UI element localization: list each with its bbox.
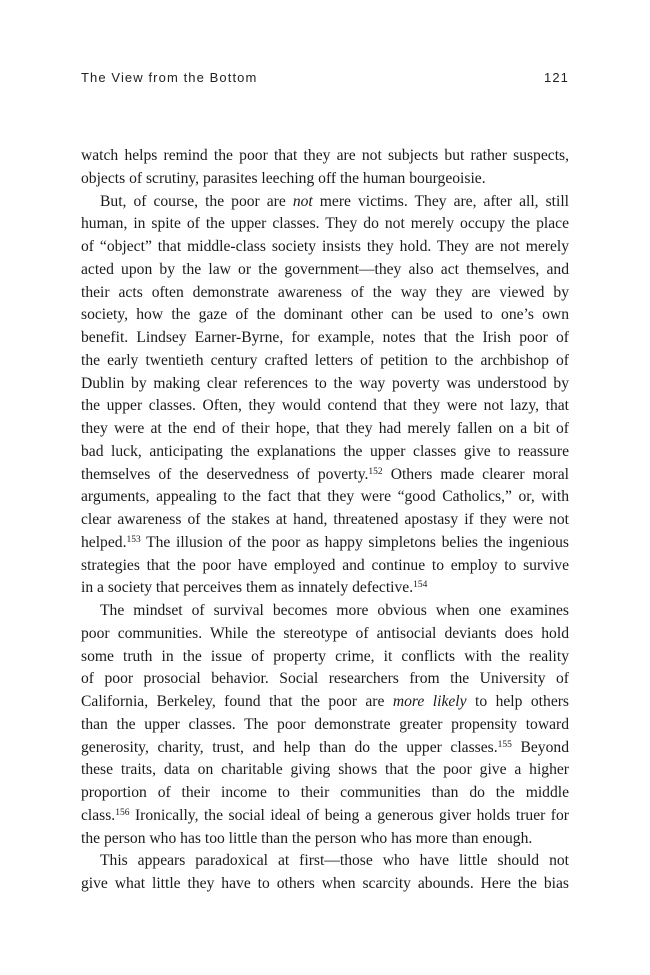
text-segment: the early twentieth century crafted letters of petition to the archbishop of: [81, 351, 569, 369]
footnote-marker: 156: [115, 807, 130, 818]
text-line: [81, 486, 569, 509]
body-text: [81, 145, 569, 896]
text-segment: This appears paradoxical at first—those who have little should not: [100, 852, 569, 870]
text-segment: of “object” that middle-class society insists they hold. They are not merely: [81, 238, 569, 255]
text-line: [81, 191, 569, 214]
text-line: [81, 373, 569, 396]
text-segment: in a society that perceives them as innately defective.: [81, 579, 414, 597]
text-line: [81, 623, 569, 646]
text-line: [81, 737, 569, 760]
text-line: [81, 464, 569, 487]
text-segment: But, of course, the poor are: [100, 192, 293, 210]
text-line: [81, 691, 569, 714]
text-line: [81, 168, 569, 191]
text-segment: The mindset of survival becomes more obvious when one examines: [100, 602, 569, 619]
text-segment: than the upper classes. The poor demonstrate greater propensity toward: [81, 715, 569, 733]
text-line: [81, 441, 569, 464]
text-line: [81, 668, 569, 691]
emphasis: not: [292, 192, 313, 210]
text-line: [81, 850, 569, 873]
text-segment: proportion of their income to their communities than do the middle: [81, 784, 569, 801]
text-line: [81, 828, 569, 851]
text-line: [81, 873, 569, 896]
text-line: [81, 600, 569, 623]
running-head-title: The View from the Bottom: [81, 70, 258, 85]
text-segment: benefit. Lindsey Earner-Byrne, for example, notes that the Irish poor of: [81, 329, 569, 346]
text-segment: generosity, charity, trust, and help than do the upper classes.: [81, 738, 498, 756]
text-segment: their acts often demonstrate awareness of the way they are viewed by: [81, 283, 569, 301]
text-line: [81, 532, 569, 555]
text-segment: objects of scrutiny, parasites leeching off the human bourgeoisie.: [81, 169, 486, 187]
text-segment: California, Berkeley, found that the poor are: [81, 693, 393, 710]
text-line: [81, 350, 569, 373]
footnote-marker: 154: [413, 580, 428, 591]
text-segment: Others made clearer moral: [382, 465, 569, 483]
text-segment: helped.: [81, 533, 127, 551]
text-line: [81, 282, 569, 305]
emphasis: more likely: [392, 693, 467, 710]
text-segment: society, how the gaze of the dominant other can be used to one’s own: [81, 306, 569, 324]
text-line: [81, 145, 569, 168]
text-line: [81, 327, 569, 350]
text-segment: to help others: [466, 693, 569, 710]
text-segment: give what little they have to others when scarcity abounds. Here the bias: [81, 875, 569, 892]
footnote-marker: 152: [368, 466, 383, 477]
footnote-marker: 155: [497, 739, 512, 750]
text-segment: the upper classes. Often, they would contend that they were not lazy, that: [81, 397, 569, 415]
text-line: [81, 646, 569, 669]
text-segment: acted upon by the law or the government—they also act themselves, and: [81, 260, 569, 278]
text-segment: clear awareness of the stakes at hand, threatened apostasy if they were not: [81, 511, 569, 528]
text-segment: poor communities. While the stereotype of antisocial deviants does hold: [81, 624, 569, 642]
text-segment: the person who has too little than the person who has more than enough.: [81, 829, 533, 847]
text-segment: human, in spite of the upper classes. They do not merely occupy the place: [81, 215, 569, 233]
text-line: [81, 395, 569, 418]
text-line: [81, 577, 569, 600]
text-line: [81, 805, 569, 828]
text-segment: class.: [81, 806, 116, 824]
text-segment: themselves of the deservedness of poverty.: [81, 465, 369, 483]
text-segment: of poor prosocial behavior. Social researchers from the University of: [81, 670, 569, 688]
text-line: [81, 236, 569, 259]
text-line: [81, 555, 569, 578]
text-line: [81, 418, 569, 441]
text-line: [81, 509, 569, 532]
text-line: [81, 259, 569, 282]
text-segment: they were at the end of their hope, that they had merely fallen on a bit of: [81, 420, 569, 437]
page-number: 121: [544, 70, 569, 85]
text-segment: Dublin by making clear references to the way poverty was understood by: [81, 374, 569, 392]
text-segment: some truth in the issue of property crime, it conflicts with the reality: [81, 647, 569, 665]
text-line: [81, 759, 569, 782]
text-line: [81, 782, 569, 805]
text-segment: Ironically, the social ideal of being a generous giver holds truer for: [129, 806, 569, 824]
text-line: [81, 213, 569, 236]
text-segment: watch helps remind the poor that they are not subjects but rather suspects,: [81, 147, 569, 164]
text-segment: Beyond: [511, 738, 569, 756]
footnote-marker: 153: [126, 534, 141, 545]
text-line: [81, 304, 569, 327]
text-line: [81, 714, 569, 737]
text-segment: mere victims. They are, after all, still: [312, 192, 569, 210]
text-segment: these traits, data on charitable giving shows that the poor give a higher: [81, 761, 569, 779]
running-head: [81, 70, 569, 90]
text-segment: bad luck, anticipating the explanations the upper classes give to reassure: [81, 442, 569, 460]
text-segment: arguments, appealing to the fact that they were “good Catholics,” or, with: [81, 488, 569, 506]
text-segment: The illusion of the poor as happy simpletons belies the ingenious: [140, 533, 569, 551]
text-segment: strategies that the poor have employed and continue to employ to survive: [81, 556, 569, 574]
